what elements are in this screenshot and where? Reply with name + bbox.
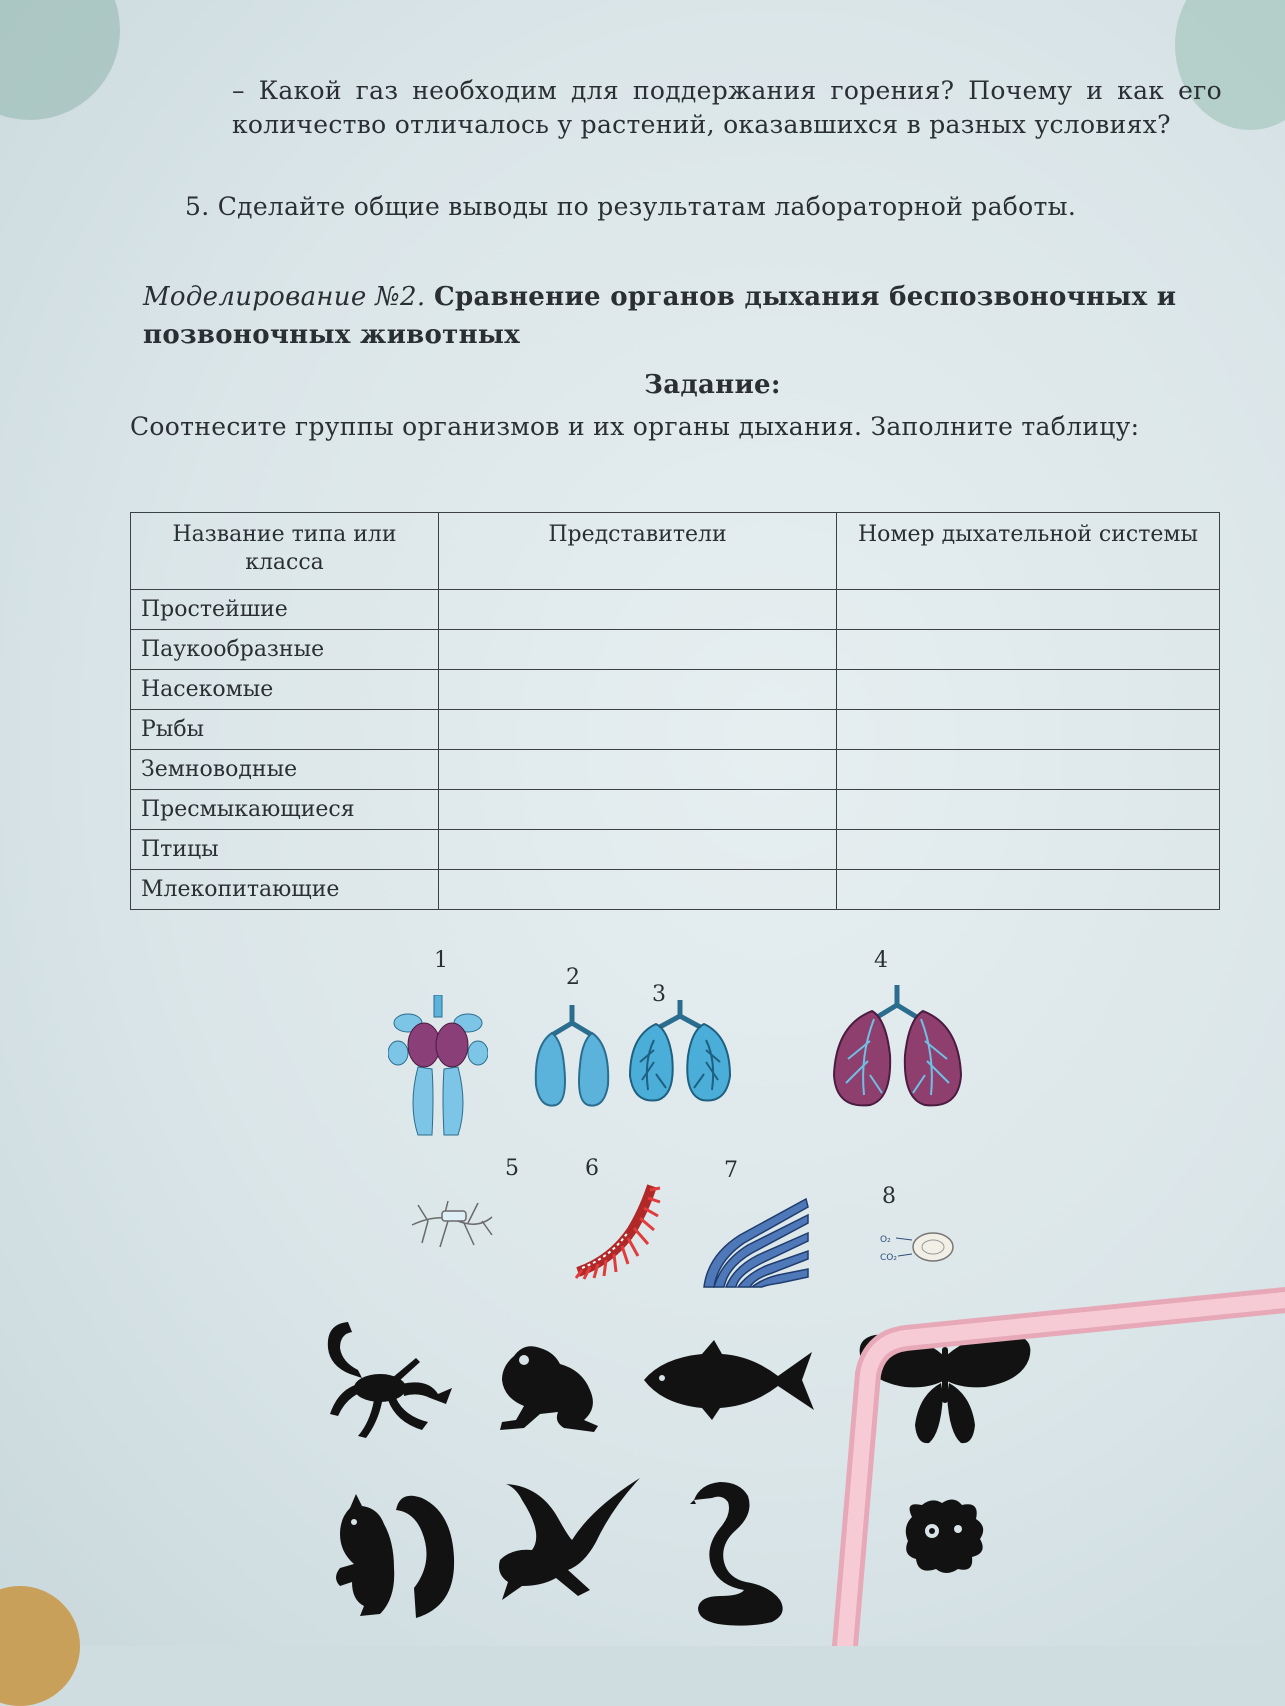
figure-number: 1 bbox=[434, 948, 448, 973]
figure-number: 8 bbox=[882, 1184, 896, 1209]
row-label: Пресмыкающиеся bbox=[131, 790, 439, 830]
row-label: Насекомые bbox=[131, 670, 439, 710]
figure-number: 6 bbox=[585, 1156, 599, 1181]
row-label: Рыбы bbox=[131, 710, 439, 750]
figure-number: 7 bbox=[724, 1158, 738, 1183]
row-label: Простейшие bbox=[131, 590, 439, 630]
section-number: Моделирование №2. bbox=[143, 282, 426, 312]
question-item-5: 5. Сделайте общие выводы по результатам лабораторной работы. bbox=[185, 192, 1077, 221]
figure-number: 2 bbox=[566, 965, 580, 990]
cell-label-co2: CO₂ bbox=[880, 1253, 897, 1263]
column-header: Представители bbox=[439, 513, 837, 590]
figure-number: 3 bbox=[652, 982, 666, 1007]
task-text: Соотнесите группы организмов и их органы дыхания. Заполните таблицу: bbox=[130, 412, 1140, 441]
row-label: Паукообразные bbox=[131, 630, 439, 670]
cell-label-o2: O₂ bbox=[880, 1235, 891, 1245]
row-label: Земноводные bbox=[131, 750, 439, 790]
figure-number: 5 bbox=[505, 1156, 519, 1181]
task-label: Задание: bbox=[644, 370, 781, 400]
row-label: Птицы bbox=[131, 830, 439, 870]
column-header: Название типа или класса bbox=[131, 513, 439, 590]
question-bullet: – Какой газ необходим для поддержания горения? Почему и как его количество отличалось у растений, оказавшихся в разных условиях? bbox=[232, 76, 1222, 139]
section-title: Сравнение органов дыхания беспозвоночных и позвоночных животных bbox=[143, 282, 1177, 350]
row-label: Млекопитающие bbox=[131, 870, 439, 910]
figure-number: 4 bbox=[874, 948, 888, 973]
column-header: Номер дыхательной системы bbox=[837, 513, 1220, 590]
